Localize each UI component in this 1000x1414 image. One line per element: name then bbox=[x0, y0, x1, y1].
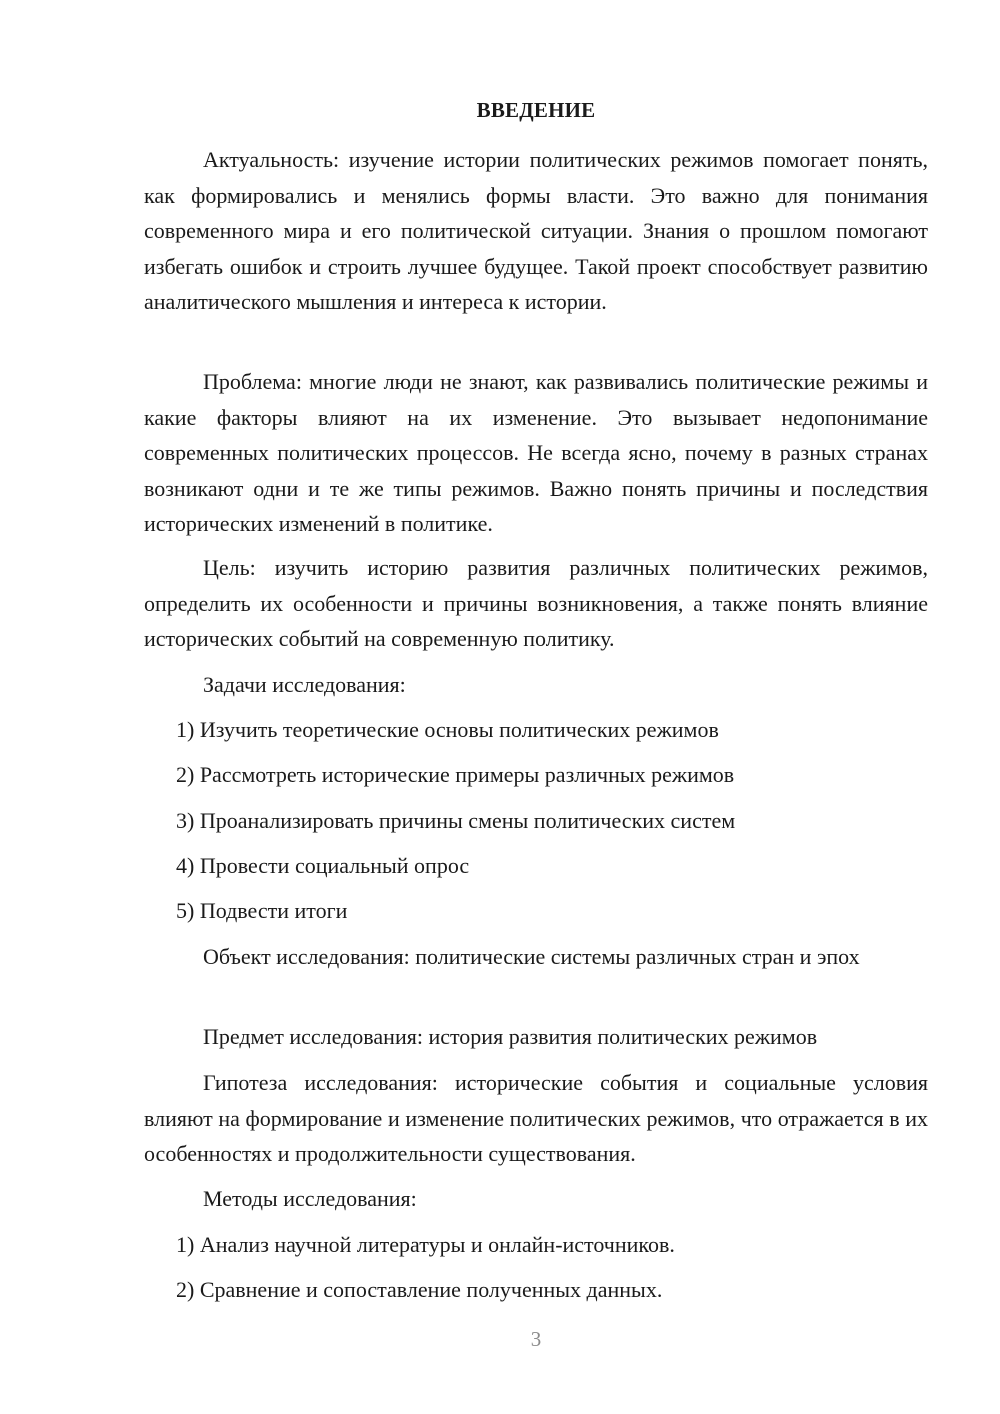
problem-paragraph: Проблема: многие люди не знают, как развивались политические режимы и какие факторы влияют на их изменение. Это вызывает недопонимание современных политических процессов. Не всегда ясно, почему в разных странах возникают одни и те же типы режимов. Важно понять причины и последствия исторических изменений в политике. bbox=[144, 369, 928, 536]
task-item-2: 2) Рассмотреть исторические примеры различных режимов bbox=[176, 762, 735, 787]
page-number: 3 bbox=[530, 1327, 542, 1351]
method-item-1: 1) Анализ научной литературы и онлайн-источников. bbox=[176, 1232, 675, 1257]
task-item-1: 1) Изучить теоретические основы политических режимов bbox=[176, 717, 719, 742]
task-item-5: 5) Подвести итоги bbox=[176, 898, 348, 923]
methods-heading: Методы исследования: bbox=[203, 1186, 417, 1211]
method-item-2: 2) Сравнение и сопоставление полученных данных. bbox=[176, 1277, 663, 1302]
object-paragraph: Объект исследования: политические системы различных стран и эпох bbox=[203, 944, 860, 969]
hypothesis-paragraph: Гипотеза исследования: исторические события и социальные условия влияют на формирование и изменение политических режимов, что отражается в их особенностях и продолжительности существования. bbox=[144, 1070, 928, 1166]
task-item-3: 3) Проанализировать причины смены политических систем bbox=[176, 808, 736, 833]
page-title: ВВЕДЕНИЕ bbox=[476, 98, 596, 122]
relevance-paragraph: Актуальность: изучение истории политических режимов помогает понять, как формировались и менялись формы власти. Это важно для понимания современного мира и его политической ситуации. Знания о прошлом помогают избегать ошибок и строить лучшее будущее. Такой проект способствует развитию аналитического мышления и интереса к истории. bbox=[144, 147, 928, 314]
goal-paragraph: Цель: изучить историю развития различных политических режимов, определить их особенности и причины возникновения, а также понять влияние исторических событий на современную политику. bbox=[144, 555, 928, 651]
tasks-heading: Задачи исследования: bbox=[203, 672, 406, 697]
subject-paragraph: Предмет исследования: история развития политических режимов bbox=[203, 1024, 818, 1049]
task-item-4: 4) Провести социальный опрос bbox=[176, 853, 470, 878]
